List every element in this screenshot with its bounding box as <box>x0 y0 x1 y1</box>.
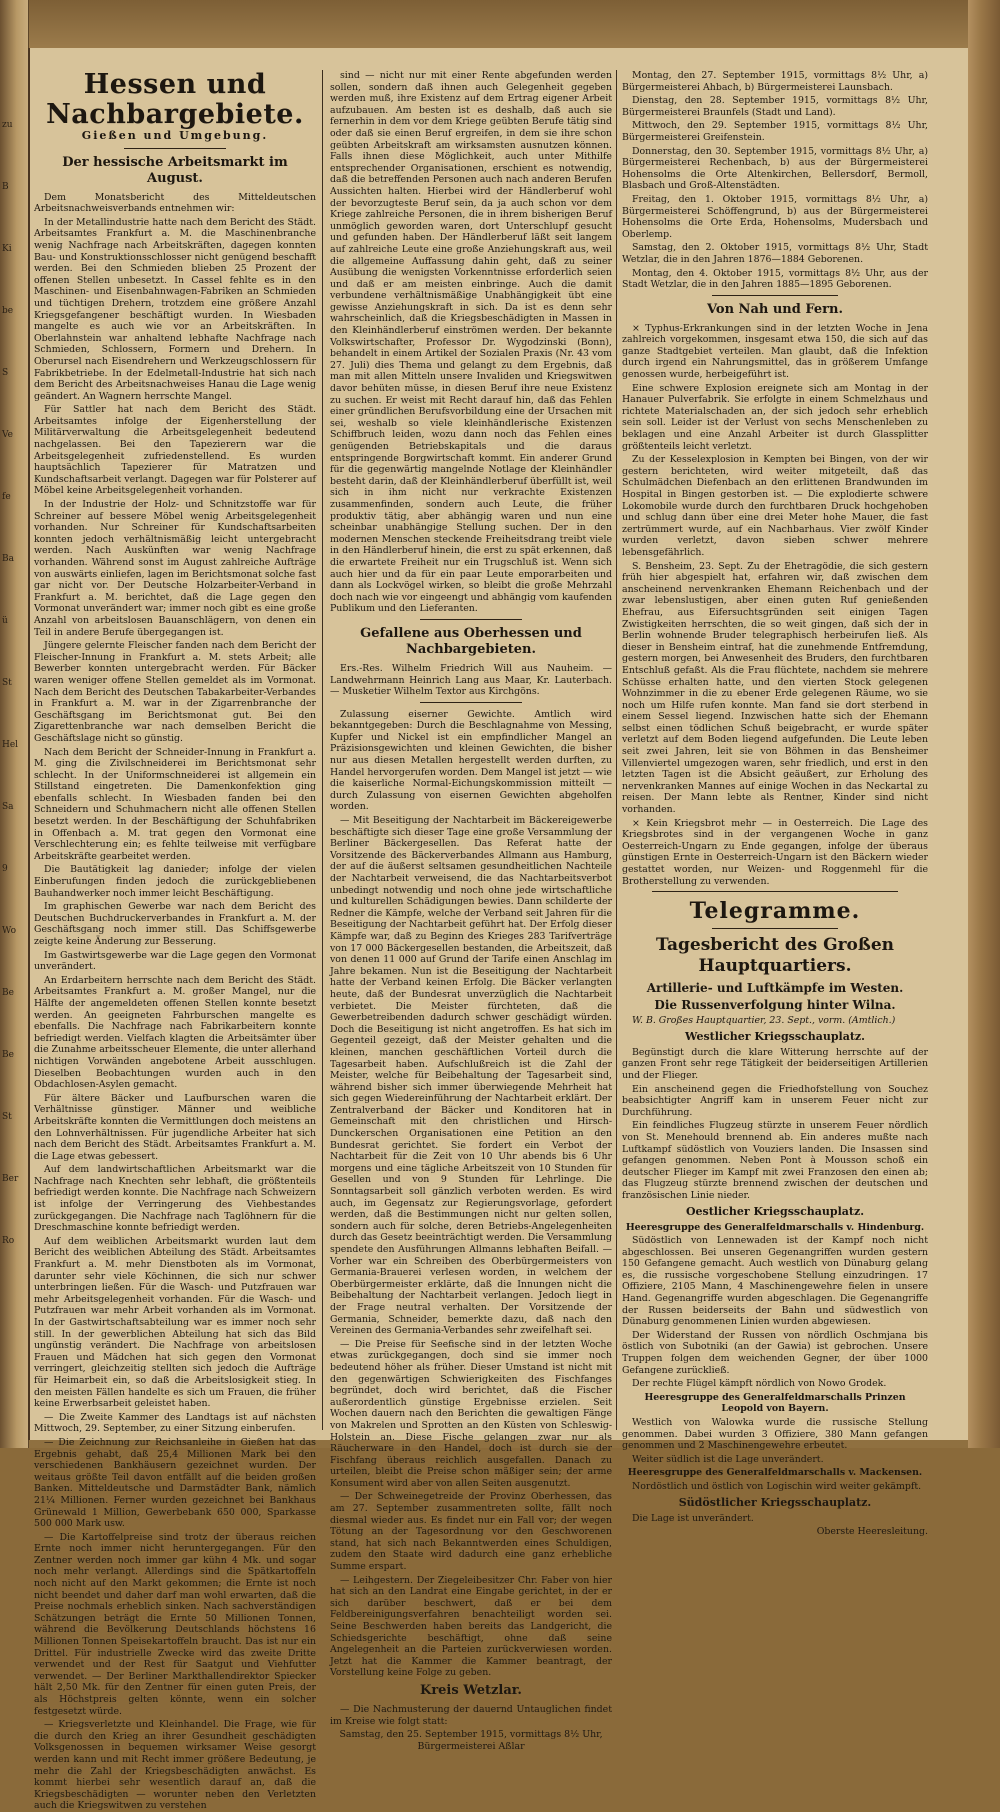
divider <box>124 148 226 149</box>
schedule-entry: Samstag, den 2. Oktober 1915, vormittags 8½ Uhr, Stadt Wetzlar, die in den Jahren 1876—1884 Geborenen. <box>622 242 928 265</box>
paragraph: — Die Kartoffelpreise sind trotz der überaus reichen Ernte noch immer nicht heruntergegangen. Für den Zentner werden noch immer gar kühn 4 Mk. und sogar noch mehr verlangt. Allerdings sind die Spätkartoffeln noch nicht auf den Markt gekommen; die Ernte ist noch nicht beendet und daher darf man wohl erwarten, daß die Preise nochmals erheblich sinken. Nach sachverständigen Schätzungen beträgt die Ernte 50 Millionen Tonnen, während die Bevölkerung Deutschlands höchstens 16 Millionen Tonnen Speisekartoffeln braucht. Das ist nur ein Drittel. Für industrielle Zwecke wird das zweite Dritte verwendet und der Rest für Saatgut und Viehfutter verwendet. — Der Berliner Markthallendirektor Spiecker hält 2,50 Mk. für den Zentner für einen guten Preis, der als Höchstpreis gelten könnte, wenn ein solcher festgesetzt würde. <box>34 1531 316 1717</box>
front-heading: Westlicher Kriegsschauplatz. <box>685 1029 865 1043</box>
column-2 <box>330 70 612 1752</box>
paragraph: In der Industrie der Holz- und Schnitzstoffe war für Schreiner auf bessere Möbel wenig Arbeitsgelegenheit vorhanden. Nur Schreiner für Kundschaftsarbeiten konnten jedoch verhältnismäßig leicht untergebracht werden. Nach Auskünften war wenig Nachfrage vorhanden. Während sonst im August zahlreiche Aufträge von auswärts einliefen, lagen im Berichtsmonat solche fast gar nicht vor. Der Deutsche Holzarbeiter-Verband in Frankfurt a. M. berichtet, daß die Lage gegen den Vormonat unverändert war; immer noch gibt es eine große Anzahl von arbeitslosen Bauanschlägern, von denen ein Teil in andere Berufe übergegangen ist. <box>34 499 316 638</box>
paragraph: In der Metallindustrie hatte nach dem Bericht des Städt. Arbeitsamtes Frankfurt a. M. die Maschinenbranche wenig Nachfrage nach Arbeitskräften, dagegen konnten Bau- und Konstruktionsschlosser nicht genügend beschafft werden. Bei den Schmieden blieben 25 Prozent der offenen Stellen unbesetzt. In Cassel fehlte es in den Maschinen- und Eisenbahnwagen-Fabriken an Schmieden und tüchtigen Drehern, trotzdem eine größere Anzahl Kriegsgefangener beschäftigt wurden. In Wiesbaden mangelte es auch wie vor an Arbeitskräften. In Oberlahnstein war anhaltend lebhafte Nachfrage nach Schmieden, Schlossern, Formern und Drehern. In Oberursel nach Eisendrehern und Werkzeugschlossern für Fabrikbetriebe. In der Edelmetall-Industrie hat sich nach dem Bericht des Arbeitsnachweises Hanau die Lage wenig geändert. An Wagnern herrschte Mangel. <box>34 216 316 402</box>
paragraph: sind — nicht nur mit einer Rente abgefunden werden sollen, sondern daß ihnen auch Gelegenheit gegeben werden muß, ihre Existenz auf dem Ertrag eigener Arbeit aufzubauen. Am besten ist es deshalb, daß auch sie fernerhin in dem vor dem Kriege geübten Berufe tätig sind oder daß sie einen Beruf ergreifen, in dem sie ihre schon geübten Arbeitskraft am wirksamsten ausnutzen können. Falls ihnen diese Möglichkeit, auch unter Mithilfe entsprechender Organisationen, erschient es notwendig, daß die betreffenden Personen auch nach anderen Berufen Aussichten halten. Hierbei wird der Händlerberuf wohl der bevorzugteste Beruf sein, da ja auch schon vor dem Kriege zahlreiche Personen, die in ihrem bisherigen Beruf unmöglich geworden waren, dort Unterschlupf gesucht und gefunden haben. Der Händlerberuf läßt seit langem auf zahlreiche Leute eine große Anziehungskraft aus, weil die allgemeine Auffassung dahin geht, daß zu seiner Ausübung die wenigsten Vorkenntnisse erforderlich seien und daß er am meisten einbringe. Auch die damit verbundene verhältnismäßige Unabhängigkeit übt eine gewisse Anziehungskraft in sich. Da ist es denn sehr wahrscheinlich, daß die Kriegsbeschädigten in Massen in den Kleinhändlerberuf einströmen werden. Der bekannte Volkswirtschafter, Professor Dr. Wygodzinski (Bonn), behandelt in einem Artikel der Sozialen Praxis (Nr. 43 vom 27. Juli) dies Thema und gelangt zu dem Ergebnis, daß man mit allen Mitteln unsere Invaliden und Kriegswitwen davor behüten müsse, in diesen Beruf ihre neue Existenz zu suchen. Er weist mit Recht darauf hin, daß das Fehlen einer gründlichen Berufsvorbildung eine der Ursachen mit sei, weshalb so viele kleinhändlerische Existenzen Schiffbruch leiden, wozu dann noch das Fehlen eines genügenden Betriebskapitals und die daraus entspringende Borgwirtschaft kommt. Ein anderer Grund für die gegenwärtig mangelnde Notlage der Kleinhändler besteht darin, daß der Kleinhändlerberuf überfüllt ist, weil sich in ihm nicht nur verkrachte Existenzen zusammenfinden, sondern auch Leute, die früher produktiv tätig, aber abhängig waren und nun eine scheinbar unabhängige Stellung suchen. Der in den modernen Menschen steckende Freiheitsdrang treibt viele in den Händlerberuf hinein, die erst zu spät erkennen, daß die erwartete Freiheit nur ein Trugschluß ist. Wenn sich auch hier und da für ein paar Leute emporarbeiten und dann als Lockvögel wirken, so bleibt die große Mehrzahl doch nach wie vor eingeengt und abhängig vom kaufenden Publikum und den Lieferanten. <box>330 70 612 615</box>
paragraph: Zulassung eiserner Gewichte. Amtlich wird bekanntgegeben: Durch die Beschlagnahme von Messing, Kupfer und Nickel ist ein empfindlicher Mangel an Präzisionsgewichten und kleinen Gewichten, die bisher nur aus diesen Metallen hergestellt werden durften, zu Handel hervorgerufen worden. Dem Mangel ist jetzt — wie die kaiserliche Normal-Eichungskommission mitteilt — durch Zulassung von eisernen Gewichten abgeholfen worden. <box>330 708 612 813</box>
paragraph: — Leihgestern. Der Ziegeleibesitzer Chr. Faber von hier hat sich an den Landrat eine Eingabe gerichtet, in der er sich darüber beschwert, daß er bei dem Feldbereinigungsverfahren benachteiligt worden sei. Seine Beschwerden haben bereits das Landgericht, die Schiedsgerichte beschäftigt, ohne daß seine Angelegenheit an die Parteien zurückverwiesen worden. Jetzt hat die Kammer die Kammer beantragt, der Vorstellung keine Folge zu geben. <box>330 1574 612 1679</box>
paragraph: × Typhus-Erkrankungen sind in der letzten Woche in Jena zahlreich vorgekommen, insgesamt etwa 150, die sich auf das ganze Stadtgebiet verteilen. Man glaubt, daß die Infektion durch irgend ein Nahrungsmittel, das in größerem Umfange genossen wurde, herbeigeführt ist. <box>622 322 928 381</box>
paragraph: Eine schwere Explosion ereignete sich am Montag in der Hanauer Pulverfabrik. Sie erfolgte in einem Schmelzhaus und richtete Materialschaden an, der sich jedoch sehr erheblich sein soll. Leider ist der Verlust von sechs Menschenleben zu beklagen und eine Anzahl Arbeiter ist durch Glassplitter größtenteils leicht verletzt. <box>622 382 928 452</box>
paragraph: Für Sattler hat nach dem Bericht des Städt. Arbeitsamtes infolge der Eigenherstellung der Militärverwaltung die Arbeitsgelegenheit bedeutend nachgelassen. Bei den Tapezierern war die Arbeitsgelegenheit zufriedenstellend. Es wurden hauptsächlich Tapezierer für Matratzen und Kundschaftsarbeit verlangt. Dagegen war für Polsterer auf Möbel keine Arbeitsgelegenheit vorhanden. <box>34 404 316 497</box>
signature: Oberste Heeresleitung. <box>816 1526 928 1538</box>
paragraph: Weiter südlich ist die Lage unverändert. <box>632 1453 824 1465</box>
paragraph: S. Bensheim, 23. Sept. Zu der Ehetragödie, die sich gestern früh hier abgespielt hat, erfahren wir, daß zwischen dem anscheinend nervenkranken Ehemann Reichenbach und der zwar lebenslustigen, aber einen guten Ruf genießenden Ehefrau, aus Eifersuchtsgründen seit einigen Tagen Zwistigkeiten herrschten, die so weit gingen, daß sich der in Berlin wohnende Bruder telegraphisch herbeirufen ließ. Als dieser in Bensheim eintraf, hat die zunehmende Entfremdung, gestern morgen, bei Anwesenheit des Bruders, den furchtbaren Entschluß gefaßt. Als die Frau flüchtete, nachdem sie mehrere Schüsse erhalten hatte, und den vierten Stock gelegenen Wohnzimmer in die zu ebener Erde gelegenen Räume, wo sie noch um Hilfe rufen konnte. Man fand sie dort sterbend in einem Sessel liegend. Inzwischen hatte sich der Ehemann selbst einen tödlichen Schuß beigebracht, er wurde später verletzt auf dem Boden liegend aufgefunden. Die Leute leben seit zwei Jahren, leit sie von Böhmen in das Bensheimer Villenviertel umgezogen waren, sehr friedlich, und erst in den letzten Tagen ist die Absicht geäußert, zur Erholung des nervenkranken Mannes auf einige Wochen in das Neckartal zu reisen. Der Mann lebte als Rentner, Kinder sind nicht vorhanden. <box>622 560 928 816</box>
adjacent-page-fragment: St <box>2 678 12 688</box>
divider <box>420 619 522 620</box>
adjacent-page-fragment: be <box>2 306 14 316</box>
dateline: W. B. Großes Hauptquartier, 23. Sept., vorm. (Amtlich.) <box>632 1015 896 1027</box>
front-heading: Südöstlicher Kriegsschauplatz. <box>678 1495 872 1509</box>
article-body <box>622 1417 928 1465</box>
article-heading: Gefallene aus Oberhessen und Nachbargebieten. <box>360 625 582 657</box>
army-group-heading: Heeresgruppe des Generalfeldmarschalls Prinzen Leopold von Bayern. <box>644 1391 906 1415</box>
adjacent-page-fragment: S <box>2 368 9 378</box>
paragraph: Ein feindliches Flugzeug stürzte in unserem Feuer nördlich von St. Menehould brennend ab. Ein anderes mußte nach Luftkampf südöstlich von Vouziers landen. Die Insassen sind gefangen genommen. Neben Pont à Mousson schoß ein deutscher Flieger im Kampf mit zwei Franzosen den einen ab; das Flugzeug stürzte brennend zwischen der deutschen und französischen Linie nieder. <box>622 1120 928 1201</box>
paragraph: Westlich von Walowka wurde die russische Stellung genommen. Dabei wurden 3 Offiziere, 380 Mann gefangen genommen und 2 Maschinengewehre erbeutet. <box>622 1417 928 1452</box>
schedule-entry: Montag, den 4. Oktober 1915, vormittags 8½ Uhr, aus der Stadt Wetzlar, die in den Jahren 1885—1895 Geborenen. <box>622 267 928 291</box>
column-rule <box>322 70 323 1430</box>
paragraph: — Die Preise für Seefische sind in der letzten Woche etwas zurückgegangen, doch sind sie immer noch bedeutend höher als früher. Dieser Umstand ist nicht mit den gegenwärtigen Schwierigkeiten des Fischfanges begründet, doch wird berichtet, daß die Fischer außerordentlich günstige Ergebnisse erzielen. Seit Wochen dauern nach den Berichten die gewaltigen Fänge von Makrelen und Sprotten an den Küsten von Schleswig-Holstein an. Diese Fische gelangen zwar nur als Räucherware in den Handel, doch ist durch sie der Fischfang überaus reichlich ausgefallen. Danach zu urteilen, bleibt die Preise schon mäßiger sein; der arme Konsument wird aber von allen Seiten ausgenutzt. <box>330 1338 612 1489</box>
adjacent-page-fragment: Be <box>2 988 14 998</box>
article-body <box>330 709 612 1679</box>
paragraph: — Die Zweite Kammer des Landtags ist auf nächsten Mittwoch, 29. September, zu einer Sitzung einberufen. <box>34 1411 316 1435</box>
paragraph: Begünstigt durch die klare Witterung herrschte auf der ganzen Front sehr rege Tätigkeit der beiderseitigen Artillerien und der Flieger. <box>622 1046 928 1081</box>
divider <box>712 295 838 296</box>
paragraph: An Erdarbeitern herrschte nach dem Bericht des Städt. Arbeitsamtes Frankfurt a. M. großer Mangel, nur die Hälfte der angemeldeten offenen Stellen konnte besetzt werden. An geeigneten Fahrburschen mangelte es ebenfalls. Die Nachfrage nach Fabrikarbeitern konnte befriedigt werden. Vielfach klagten die Arbeitsämter über die Zunahme arbeitsscheuer Elemente, die unter allerhand nichtigen Vorwänden angebotene Arbeit ausschlugen. Dieselben Beobachtungen wurden auch in den Obdachlosen-Asylen gemacht. <box>34 974 316 1091</box>
schedule-entry: Mittwoch, den 29. September 1915, vormittags 8½ Uhr, Bürgermeisterei Greifenstein. <box>622 120 928 143</box>
divider <box>652 891 898 892</box>
adjacent-page-fragment: Be <box>2 1050 14 1060</box>
adjacent-page-fragment: Sa <box>2 802 14 812</box>
paragraph: — Kriegsverletzte und Kleinhandel. Die Frage, wie für die durch den Krieg an ihrer Gesundheit geschädigten Volksgenossen in bequemen wirksamer Weise gesorgt werden kann und mit Recht immer größere Bedeutung, je mehr die Zahl der Kriegsbeschädigten anwächst. Es kommt hierbei sehr wesentlich darauf an, daß die Kriegsbeschädigten — worunter neben den Verletzten auch die Kriegswitwen zu verstehen <box>34 1719 316 1812</box>
article-body <box>622 1235 928 1390</box>
page-edge <box>968 0 1000 1448</box>
article-body <box>330 70 612 615</box>
divider <box>420 702 522 703</box>
paragraph: — Der Schweinegetreide der Provinz Oberhessen, das am 27. September zusammentreten sollte, fällt noch diesmal wieder aus. Es findet nur ein Fall vor; der wegen Tötung an der Tagesordnung vor den Geschworenen stand, hat sich nach Bekanntwerden eines Schuldigen, zudem den Staate wird dadurch eine ganz erhebliche Summe erspart. <box>330 1491 612 1573</box>
report-subheading: Die Russenverfolgung hinter Wilna. <box>654 998 896 1013</box>
article-heading: Von Nah und Fern. <box>707 301 843 317</box>
schedule-entry: Montag, den 27. September 1915, vormittags 8½ Uhr, a) Bürgermeisterei Ahbach, b) Bürgermeisterei Launsbach. <box>622 70 928 93</box>
report-text: Die Lage ist unverändert. <box>632 1512 754 1524</box>
fallen-list: Ers.-Res. Wilhelm Friedrich Will aus Nauheim. — Landwehrmann Heinrich Lang aus Maar, Kr. Lauterbach. — Musketier Wilhelm Textor aus Kirchgöns. <box>330 662 612 698</box>
adjacent-page-fragment: St <box>2 1112 12 1122</box>
article-body <box>622 1047 928 1202</box>
schedule-entry: Samstag, den 25. September 1915, vormittags 8½ Uhr, Bürgermeisterei Aßlar <box>339 1729 603 1752</box>
paragraph: Nordöstlich und östlich von Logischin wird weiter gekämpft. <box>632 1480 922 1492</box>
paragraph: Die Bautätigkeit lag danieder; infolge der vielen Einberufungen finden jedoch die zurückgebliebenen Bauhandwerker noch immer leicht Beschäftigung. <box>34 864 316 899</box>
column-3 <box>622 70 928 1538</box>
paragraph: — Mit Beseitigung der Nachtarbeit im Bäckereigewerbe beschäftigte sich dieser Tage eine große Versammlung der Berliner Bäckergesellen. Das Referat hatte der Vorsitzende des Bäckerverbandes Allmann aus Hamburg, der auf die äußerst seltsamen gesundheitlichen Nachteile der Nachtarbeit verweisend, die das Nachtarbeitsverbot unbedingt notwendig und noch ohne jede wirtschaftliche und kulturellen Schädigungen bewies. Dann schilderte der Redner die Kämpfe, welche der Verband seit Jahren für die Beseitigung der Nachtarbeit geführt hat. Der Erfolg dieser Kämpfe war, daß zu Beginn des Krieges 283 Tarifverträge von 17 000 Bäckergesellen bestanden, die Arbeitszeit, daß von denen 11 000 auf Grund der Tarife einen Anschlag im Jahre bekamen. Nun ist die Beseitigung der Nachtarbeit hatte der Verband keinen Erfolg. Die Bäcker verlangten heute, daß der Bundesrat unverzüglich die Nachtarbeit verbietet. Die Meister fürchteten, daß die Gewerbetreibenden dadurch schwer geschädigt würden. Doch die Beseitigung ist nicht angetroffen. Es hat sich im Gegenteil gezeigt, daß der Meister gehalten und die kleinen, manchen geschäftlichen Vorteil durch die Tagesarbeit haben. Aufschlußreich ist die Zahl der Meister, welche für Beibehaltung der Tagesarbeit sind, während bisher sich immer überwiegende Mehrheit hat sich gegen Wiedereinführung der Nachtarbeit erklärt. Der Zentralverband der Bäcker und Konditoren hat in Gemeinschaft mit den christlichen und Hirsch-Dunckerschen Organisationen eine Petition an den Bundesrat gerichtet. Sie fordert ein Verbot der Nachtarbeit für die Zeit von 10 Uhr abends bis 6 Uhr morgens und eine tägliche Arbeitszeit von 10 Stunden für Gesellen und von 9 Stunden für Lehrlinge. Die Sonntagsarbeit soll gänzlich verboten werden. Es wird auch, im Gegensatz zur Regierungsvorlage, gefordert werden, daß die Bestimmungen nicht nur gelten sollen, sondern auch für solche, deren Betriebs-Angelegenheiten durch das Gesetz beeinträchtigt werden. Die Versammlung spendete den Ausführungen Allmanns lebhaften Beifall. — Vorher war ein Schreiben des Oberbürgermeisters von Germania-Brauerei verlesen worden, in welchem der Oberbürgermeister erklärte, daß die Innungen nicht die Beibehaltung der Nachtarbeit verlangen. Jedoch liegt in der Frage neutral verhalten. Der Vorsitzende der Germania, Schneider, bemerkte dazu, daß nach den Vereinen des Germania-Verbandes sehr zweifelhaft sei. <box>330 815 612 1337</box>
paragraph: Ein anscheinend gegen die Friedhofstellung von Souchez beabsichtigter Angriff kam in unserem Feuer nicht zur Durchführung. <box>622 1083 928 1118</box>
paragraph: Nach dem Bericht der Schneider-Innung in Frankfurt a. M. ging die Zivilschneiderei im Berichtsmonat sehr schlecht. In der Uniformschneiderei ist allgemein ein Stillstand eingetreten. Die Damenkonfektion ging ebenfalls schlecht. In Wiesbaden fanden bei den Schneidern und Schuhmachern nicht alle offenen Stellen besetzt werden. In der Beschäftigung der Schuhfabriken in Offenbach a. M. trat gegen den Vormonat eine Verschlechterung ein; es fehlte teilweise mit verfügbare Arbeitskräfte gearbeitet werden. <box>34 746 316 862</box>
telegram-heading: Telegramme. <box>689 898 861 925</box>
paragraph: Auf dem weiblichen Arbeitsmarkt wurden laut dem Bericht des weiblichen Abteilung des Städt. Arbeitsamtes Frankfurt a. M. mehr Dienstboten als im Vormonat, darunter sehr viele Köchinnen, die sich nur schwer unterbringen ließen. Für die Wasch- und Putzfrauen war mehr Arbeitsgelegenheit vorhanden. Für die Wasch- und Putzfrauen war mehr Arbeit vorhanden als im Vormonat. In der Gastwirtschaftsabteilung war es immer noch sehr still. In der gewerblichen Abteilung hat sich das Bild ungünstig verändert. Die Nachfrage von arbeitslosen Frauen und Mädchen hat sich gegen den Vormonat verringert, gleichzeitig stellten sich jedoch die Aufträge für Heimarbeit ein, so daß die Arbeitslosigkeit stieg. In den meisten Fällen handelte es sich um Frauen, die früher keine Erwerbsarbeit geleistet haben. <box>34 1235 316 1410</box>
top-shadow-band <box>28 0 968 48</box>
paragraph: Dem Monatsbericht des Mitteldeutschen Arbeitsnachweisverbands entnehmen wir: <box>34 191 316 215</box>
adjacent-page-fragment: Ve <box>2 430 13 440</box>
paragraph: Südöstlich von Lennewaden ist der Kampf noch nicht abgeschlossen. Bei unseren Gegenangriffen wurden gestern 150 Gefangene gemacht. Auch westlich von Dünaburg gelang es, die russische vorgeschobene Stellung einzudringen. 17 Offiziere, 2105 Mann, 4 Maschinengewehre fielen in unsere Hand. Gegenangriffe wurden abgeschlagen. Die Gegenangriffe der Russen beiderseits der Bahn und südwestlich von Dünaburg genommenen Linien wurden abgewiesen. <box>622 1235 928 1328</box>
adjacent-page-fragment: Hel <box>2 740 19 750</box>
article-body <box>622 323 928 888</box>
paragraph: Der Widerstand der Russen von nördlich Oschmjana bis östlich von Subotniki (an der Gawia) ist gebrochen. Unsere Truppen folgen dem weichenden Gegner, der über 1000 Gefangene zurückließ. <box>622 1329 928 1376</box>
schedule-entry: Dienstag, den 28. September 1915, vormittags 8½ Uhr, Bürgermeisterei Braunfels (Stadt und Land). <box>622 95 928 118</box>
article-heading: Kreis Wetzlar. <box>420 1682 522 1698</box>
section-subtitle: Gießen und Umgebung. <box>81 129 269 142</box>
article-body <box>622 1481 928 1493</box>
paragraph: Auf dem landwirtschaftlichen Arbeitsmarkt war die Nachfrage nach Knechten sehr lebhaft, die größtenteils befriedigt werden konnte. Die Nachfrage nach Schweizern ist infolge der Verringerung des Viehbestandes zurückgegangen. Die Nachfrage nach Taglöhnern für die Dreschmaschine konnte befriedigt werden. <box>34 1164 316 1234</box>
article-body <box>34 192 316 1812</box>
adjacent-page-fragment: zu <box>2 120 13 130</box>
paragraph: × Kein Kriegsbrot mehr — in Oesterreich. Die Lage des Kriegsbrotes sind in der vergangenen Woche in ganz Oesterreich-Ungarn zu Ende gegangen, infolge der überaus günstigen Ernte in Oesterreich-Ungarn ist den Bäckern wieder gestattet worden, nur Weizen- und Roggenmehl für die Brotherstellung zu verwenden. <box>622 817 928 887</box>
paragraph: Für ältere Bäcker und Laufburschen waren die Verhältnisse günstiger. Männer und weibliche Arbeitskräfte konnten die Vermittlungen doch meistens an den Lohnverhältnissen. Für jugendliche Arbeiter hat sich nach dem Bericht des Städt. Arbeitsamtes Frankfurt a. M. die Lage etwas gebessert. <box>34 1092 316 1162</box>
adjacent-page-fragment: ü <box>2 616 8 626</box>
kreis-intro: — Die Nachmusterung der dauernd Untauglichen findet im Kreise wie folgt statt: <box>330 1703 612 1727</box>
paragraph: Zu der Kesselexplosion in Kempten bei Bingen, von der wir gestern berichteten, wird weiter mitgeteilt, daß das Schulmädchen Diefenbach an den erlittenen Brandwunden im Hospital in Bingen gestorben ist. — Die explodierte schwere Lokomobile wurde durch den furchtbaren Druck hochgehoben und schlug dann über eine drei Meter hohe Mauer, die fast zertrümmert wurde, auf ein Nachbarhaus. Vier zwölf Kinder wurden verletzt, davon sieben schwer mehrere lebensgefährlich. <box>622 454 928 558</box>
divider <box>712 928 838 929</box>
adjacent-page-strip <box>0 0 29 1448</box>
report-heading: Tagesbericht des Großen Hauptquartiers. <box>655 935 894 977</box>
article-heading: Der hessische Arbeitsmarkt im August. <box>62 154 288 186</box>
section-masthead: Hessen und Nachbargebiete. <box>46 69 304 130</box>
front-heading: Oestlicher Kriegsschauplatz. <box>685 1204 865 1218</box>
paragraph: Der rechte Flügel kämpft nördlich von Nowo Grodek. <box>632 1378 887 1390</box>
adjacent-page-fragment: 9 <box>2 864 8 874</box>
adjacent-page-fragment: Ba <box>2 554 14 564</box>
army-group-heading: Heeresgruppe des Generalfeldmarschalls v. Mackensen. <box>627 1467 923 1479</box>
army-group-heading: Heeresgruppe des Generalfeldmarschalls v. Hindenburg. <box>625 1221 925 1233</box>
adjacent-page-fragment: Wo <box>2 926 17 936</box>
schedule-list <box>622 70 928 291</box>
adjacent-page-fragment: B <box>2 182 9 192</box>
schedule-entry: Freitag, den 1. Oktober 1915, vormittags 8½ Uhr, a) Bürgermeisterei Schöffengrund, b) aus der Bürgermeisterei Hohensolms die Orte Erda, Hohensolms, Mudersbach und Oberlemp. <box>622 193 928 240</box>
adjacent-page-fragment: Ro <box>2 1236 15 1246</box>
schedule-entry: Donnerstag, den 30. September 1915, vormittags 8½ Uhr, a) Bürgermeisterei Rechenbach, b) aus der Bürgermeisterei Hohensolms die Orte Altenkirchen, Bellersdorf, Bermoll, Blasbach und Groß-Altenstädten. <box>622 145 928 192</box>
column-1 <box>34 69 316 1812</box>
paragraph: — Die Zeichnung zur Reichsanleihe in Gießen hat das Ergebnis gehabt, daß 25,4 Millionen Mark bei den verschiedenen Bankhäusern gezeichnet wurden. Der weitaus größte Teil davon entfällt auf die beiden großen Banken. Mitteldeutsche und Darmstädter Bank, nämlich 21¼ Millionen. Ferner wurden gezeichnet bei Bankhaus Grünewald 1 Million, Gewerbebank 650 000, Sparkasse 500 000 Mark usw. <box>34 1436 316 1530</box>
paragraph: Im graphischen Gewerbe war nach dem Bericht des Deutschen Buchdruckerverbandes in Frankfurt a. M. der Geschäftsgang noch immer still. Das Schiffsgewerbe zeigte keine Änderung zur Besserung. <box>34 901 316 947</box>
adjacent-page-fragment: Ber <box>2 1174 19 1184</box>
adjacent-page-fragment: fe <box>2 492 11 502</box>
paragraph: Im Gastwirtsgewerbe war die Lage gegen den Vormonat unverändert. <box>34 949 316 973</box>
column-rule <box>616 70 617 1430</box>
report-subheading: Artillerie- und Luftkämpfe im Westen. <box>646 981 904 996</box>
adjacent-page-fragment: Ki <box>2 244 12 254</box>
paragraph: Jüngere gelernte Fleischer fanden nach dem Bericht der Fleischer-Innung in Frankfurt a. M. stets Arbeit; alle Bewerber konnten untergebracht werden. Für Bäcker waren weniger offene Stellen gemeldet als im Vormonat. Nach dem Bericht des Deutschen Tabakarbeiter-Verbandes in Frankfurt a. M. war in der Zigarrenbranche der Geschäftsgang im Berichtsmonat gut. Bei den Zigarettenbranche war nach demselben Bericht die Geschäftslage nicht so günstig. <box>34 640 316 744</box>
